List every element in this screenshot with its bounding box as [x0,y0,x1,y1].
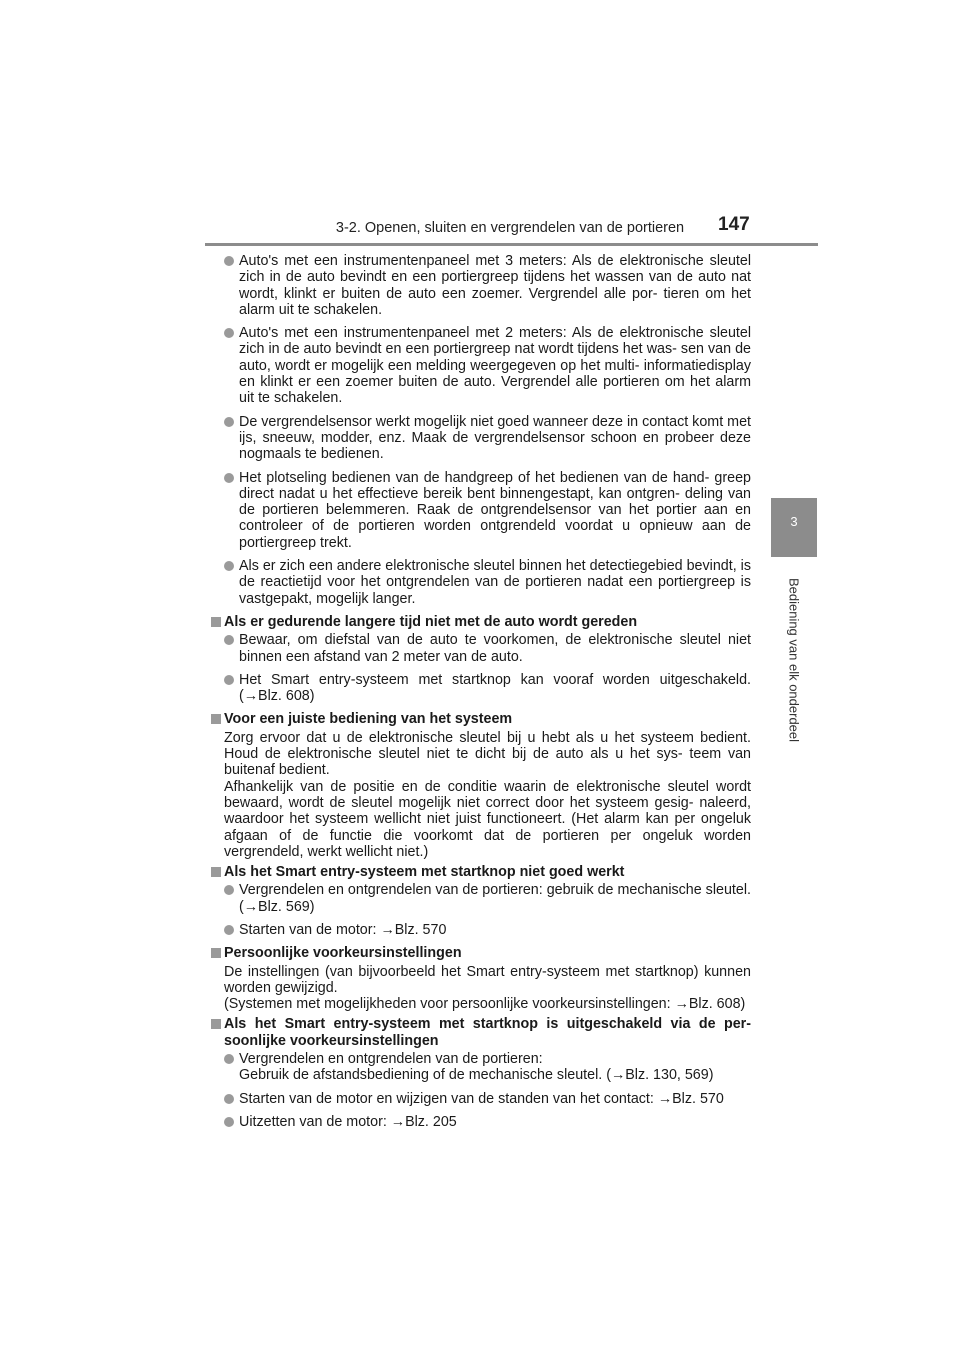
list-item-text: Uitzetten van de motor: →Blz. 205 [239,1113,457,1130]
list-item [211,414,751,463]
paragraph: (Systemen met mogelijkheden voor persoonlijke voorkeursinstellingen: →Blz. 608) [224,996,746,1013]
bullet-dot-icon [224,635,234,645]
section-heading [211,614,751,630]
list-item-text: Als er zich een andere elektronische sleutel binnen het detectiegebied bevindt, is de reactietijd voor het ontgrendelen van de portieren nadat een portiergreep is vastgepakt, mogelijk langer. [239,558,751,607]
square-bullet-icon [211,714,221,724]
list-item-text: Gebruik de afstandsbediening of de mechanische sleutel. (→Blz. 130, 569) [239,1067,714,1084]
list-item-text: Het Smart entry-systeem met startknop kan vooraf worden uitgeschakeld. (→Blz. 608) [239,671,751,705]
square-bullet-icon [211,1019,221,1029]
list-item [211,1091,751,1107]
section-title: 3-2. Openen, sluiten en vergrendelen van de portieren [335,220,685,236]
bullet-dot-icon [224,328,234,338]
list-item [211,1051,751,1084]
list-item-text: Het plotseling bedienen van de handgreep of het bedienen van de hand- greep direct nadat u het effectieve bereik bent binnengestapt, kan ontgren- deling van de portieren belemmeren. Raak de ontgrendelsensor van het portier aan en controleer of de portieren worden ontgrendeld voordat u opnieuw aan de portiergreep trekt. [239,469,751,551]
list-item [211,672,751,705]
section-heading [211,945,751,961]
header-divider [205,243,818,246]
section-heading-text: Als het Smart entry-systeem met startknop niet goed werkt [224,864,625,881]
list-item-text: Auto's met een instrumentenpaneel met 3 meters: Als de elektronische sleutel zich in de auto bevindt en een portiergreep tijdens het wassen van de auto nat wordt, klinkt er buiten de auto een zoemer. Vergrendel alle por- tieren om het alarm uit te schakelen. [239,253,751,318]
section-heading-text: Als het Smart entry-systeem met startknop is uitgeschakeld via de per- soonlijke voorkeursinstellingen [224,1016,751,1049]
bullet-dot-icon [224,473,234,483]
list-item-text: Bewaar, om diefstal van de auto te voorkomen, de elektronische sleutel niet binnen een afstand van 2 meter van de auto. [239,632,751,665]
bullet-dot-icon [224,885,234,895]
page-body [211,253,751,1137]
section-heading [211,1016,751,1049]
list-item-text: Auto's met een instrumentenpaneel met 2 meters: Als de elektronische sleutel zich in de auto bevindt en een portiergreep nat wordt tijdens het was- sen van de auto, wordt er mogelijk een melding weergegeven op het multi- informatiedisplay en klinkt er een zoemer buiten de auto. Vergrendel alle portieren om het alarm uit te schakelen. [239,325,751,407]
chapter-label: Bediening van elk onderdeel [786,577,802,743]
bullet-dot-icon [224,561,234,571]
list-item [211,325,751,406]
list-item-text: Vergrendelen en ontgrendelen van de portieren: gebruik de mechanische sleutel. (→Blz. 569) [239,882,751,915]
list-item [211,632,751,665]
bullet-dot-icon [224,1117,234,1127]
section-heading-text: Persoonlijke voorkeursinstellingen [224,945,462,962]
bullet-dot-icon [224,925,234,935]
page-number: 147 [718,214,750,235]
section-heading [211,864,751,880]
bullet-dot-icon [224,675,234,685]
section-heading-text: Als er gedurende langere tijd niet met de auto wordt gereden [224,613,638,630]
paragraph: De instellingen (van bijvoorbeeld het Smart entry-systeem met startknop) kunnen worden gewijzigd. [224,963,751,996]
chapter-tab [771,498,817,557]
list-item [211,882,751,915]
list-item-text: De vergrendelsensor werkt mogelijk niet goed wanneer deze in contact komt met ijs, sneeuw, modder, enz. Maak de vergrendelsensor schoon en probeer deze nogmaals te bedienen. [239,413,751,463]
list-item-text: Starten van de motor en wijzigen van de standen van het contact: →Blz. 570 [239,1090,724,1107]
square-bullet-icon [211,867,221,877]
section-heading [211,711,751,727]
bullet-dot-icon [224,1054,234,1064]
list-item [211,470,751,551]
paragraph: Afhankelijk van de positie en de conditie waarin de elektronische sleutel wordt bewaard, wordt de sleutel mogelijk niet correct door het systeem gesig- naleerd, waardoor het systeem wellicht niet juist functioneert. (Het alarm kan per ongeluk afgaan of de functie die voorkomt dat de portieren per ongeluk worden vergrendeld, werkt wellicht niet.) [224,778,751,860]
list-item [211,558,751,607]
square-bullet-icon [211,948,221,958]
bullet-dot-icon [224,417,234,427]
list-item [211,922,751,938]
section-heading-text: Voor een juiste bediening van het systeem [224,711,513,728]
list-item-text: Starten van de motor: →Blz. 570 [239,921,447,938]
chapter-number: 3 [790,514,798,529]
list-item [211,253,751,318]
paragraph: Zorg ervoor dat u de elektronische sleutel bij u hebt als u het systeem bedient. Houd de elektronische sleutel niet te dicht bij de auto als u het sys- teem van buitenaf bedient. [224,729,751,779]
bullet-dot-icon [224,1094,234,1104]
bullet-dot-icon [224,256,234,266]
list-item-text: Vergrendelen en ontgrendelen van de portieren: [239,1051,543,1068]
list-item [211,1114,751,1130]
square-bullet-icon [211,617,221,627]
